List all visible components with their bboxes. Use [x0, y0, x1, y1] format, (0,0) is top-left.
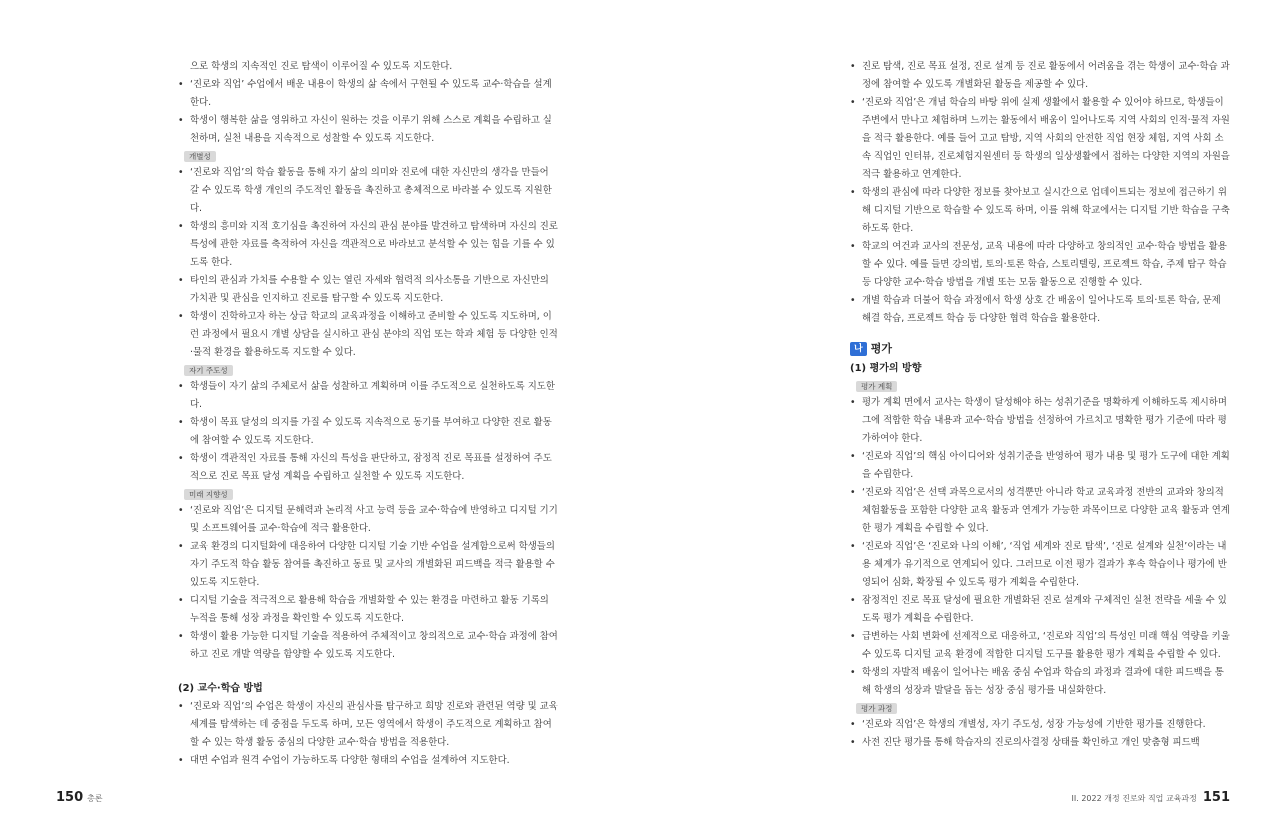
bullet-item: • ‘진로와 직업’은 디지털 문해력과 논리적 사고 능력 등을 교수·학습에 반영하고 디지털 기기 및 소프트웨어를 교수·학습에 적극 활용한다. [178, 502, 558, 538]
bullet-item: • 학생의 흥미와 지적 호기심을 촉진하여 자신의 관심 분야를 발견하고 탐색하며 자신의 진로 특성에 관한 자료를 축적하여 자신을 객관적으로 바라보고 분석할 수 있는 힘을 기를 수 있도록 한다. [178, 218, 558, 272]
bullet-item: • ‘진로와 직업’ 수업에서 배운 내용이 학생의 삶 속에서 구현될 수 있도록 교수·학습을 설계한다. [178, 76, 558, 112]
bullet-item: • 디지털 기술을 적극적으로 활용해 학습을 개별화할 수 있는 환경을 마련하고 활동 기록의 누적을 통해 성장 과정을 확인할 수 있도록 지도한다. [178, 592, 558, 628]
bullet-item: • ‘진로와 직업’은 ‘진로와 나의 이해’, ‘직업 세계와 진로 탐색’, ‘진로 설계와 실천’이라는 내용 체계가 유기적으로 연계되어 있다. 그러므로 이전 평가 결과가 후속 학습이나 평가에 반영되어 심화, 확장될 수 있도록 평가 계획을 수립한다. [850, 538, 1230, 592]
section-tag-evaluation-plan: 평가 계획 [856, 381, 897, 392]
bullet-item: • ‘진로와 직업’의 학습 활동을 통해 자기 삶의 의미와 진로에 대한 자신만의 생각을 만들어 갈 수 있도록 학생 개인의 주도적인 활동을 촉진하고 총체적으로 바라볼 수 있도록 지원한다. [178, 164, 558, 218]
footer-right-label: II. 2022 개정 진로와 직업 교육과정 [1071, 794, 1197, 803]
bullet-item: • 학생이 행복한 삶을 영위하고 자신이 원하는 것을 이루기 위해 스스로 계획을 수립하고 실천하며, 실천 내용을 지속적으로 성찰할 수 있도록 지도한다. [178, 112, 558, 148]
bullet-item: • 대면 수업과 원격 수업이 가능하도록 다양한 형태의 수업을 설계하여 지도한다. [178, 752, 558, 770]
section-heading [850, 340, 1230, 358]
bullet-item: • 진로 탐색, 진로 목표 설정, 진로 설계 등 진로 활동에서 어려움을 겪는 학생이 교수·학습 과정에 참여할 수 있도록 개별화된 활동을 제공할 수 있다. [850, 58, 1230, 94]
bullet-item: • 평가 계획 면에서 교사는 학생이 달성해야 하는 성취기준을 명확하게 이해하도록 제시하며 그에 적합한 학습 내용과 교수·학습 방법을 선정하여 가르치고 명확한 평가 기준에 따라 평가하여야 한다. [850, 394, 1230, 448]
page-number-right: 151 [1202, 790, 1230, 805]
footer-right [1072, 790, 1230, 805]
bullet-item: • 학생이 목표 달성의 의지를 가질 수 있도록 지속적으로 동기를 부여하고 다양한 진로 활동에 참여할 수 있도록 지도한다. [178, 414, 558, 450]
page-number-left: 150 [56, 790, 84, 805]
bullet-item: • 학생이 활용 가능한 디지털 기술을 적용하여 주체적이고 창의적으로 교수·학습 과정에 참여하고 진로 개발 역량을 함양할 수 있도록 지도한다. [178, 628, 558, 664]
bullet-item: • 학생이 진학하고자 하는 상급 학교의 교육과정을 이해하고 준비할 수 있도록 지도하며, 이런 과정에서 필요시 개별 상담을 실시하고 관심 분야의 직업 또는 학과 체험 등 다양한 인적·물적 환경을 활용하도록 지도할 수 있다. [178, 308, 558, 362]
bullet-item: • 개별 학습과 더불어 학습 과정에서 학생 상호 간 배움이 일어나도록 토의·토론 학습, 문제 해결 학습, 프로젝트 학습 등 다양한 협력 학습을 활용한다. [850, 292, 1230, 328]
section-tag-future-orientation: 미래 지향성 [184, 489, 233, 500]
bullet-item: • 학생의 자발적 배움이 일어나는 배움 중심 수업과 학습의 과정과 결과에 대한 피드백을 통해 학생의 성장과 발달을 돕는 성장 중심 평가를 내실화한다. [850, 664, 1230, 700]
bullet-item: • ‘진로와 직업’은 선택 과목으로서의 성격뿐만 아니라 학교 교육과정 전반의 교과와 창의적 체험활동을 포함한 다양한 교육 활동과 연계가 가능한 과목이므로 다양한 교육 활동과 연계한 평가 계획을 수립할 수 있다. [850, 484, 1230, 538]
bullet-item: • 급변하는 사회 변화에 선제적으로 대응하고, ‘진로와 직업’의 특성인 미래 핵심 역량을 키울 수 있도록 디지털 교육 환경에 적합한 디지털 도구를 활용한 평가 계획을 수립할 수 있다. [850, 628, 1230, 664]
bullet-item: • 잠정적인 진로 목표 달성에 필요한 개별화된 진로 설계와 구체적인 실천 전략을 세울 수 있도록 평가 계획을 수립한다. [850, 592, 1230, 628]
left-column [178, 58, 558, 770]
bullet-item: • 학교의 여건과 교사의 전문성, 교육 내용에 따라 다양하고 창의적인 교수·학습 방법을 활용할 수 있다. 예를 들면 강의법, 토의·토론 학습, 스토리텔링, 프로젝트 학습, 주제 탐구 학습 등 다양한 교수·학습 방법을 개별 또는 모둠 활동으로 진행할 수 있다. [850, 238, 1230, 292]
footer-left [56, 790, 103, 805]
section-tag-individuality: 개별성 [184, 151, 216, 162]
bullet-item: • ‘진로와 직업’의 수업은 학생이 자신의 관심사를 탐구하고 희망 진로와 관련된 역량 및 교육 세계를 탐색하는 데 중점을 두도록 하며, 모든 영역에서 학생이 주도적으로 계획하고 참여할 수 있는 학생 활동 중심의 다양한 교수·학습 방법을 적용한다. [178, 698, 558, 752]
bullet-item: • 타인의 관심과 가치를 수용할 수 있는 열린 자세와 협력적 의사소통을 기반으로 자신만의 가치관 및 관심을 인지하고 진로를 탐구할 수 있도록 지도한다. [178, 272, 558, 308]
bullet-item: • 학생들이 자기 삶의 주체로서 삶을 성찰하고 계획하며 이를 주도적으로 실천하도록 지도한다. [178, 378, 558, 414]
bullet-item: • ‘진로와 직업’은 개념 학습의 바탕 위에 실제 생활에서 활용할 수 있어야 하므로, 학생들이 주변에서 만나고 체험하며 느끼는 활동에서 배움이 일어나도록 지역 사회의 인적·물적 자원을 적극 활용한다. 예를 들어 고교 탐방, 지역 사회의 안전한 직업 현장 체험, 지역 사회 소속 직업인 인터뷰, 진로체험지원센터 등 학생의 일상생활에서 접하는 다양한 지역의 자원을 적극 활용하고 연계한다. [850, 94, 1230, 184]
footer-left-label: 총론 [87, 794, 103, 803]
bullet-item: • ‘진로와 직업’의 핵심 아이디어와 성취기준을 반영하여 평가 내용 및 평가 도구에 대한 계획을 수립한다. [850, 448, 1230, 484]
section-tag-self-direction: 자기 주도성 [184, 365, 233, 376]
section-tag-evaluation-process: 평가 과정 [856, 703, 897, 714]
section-title: 평가 [870, 342, 892, 355]
bullet-item: • ‘진로와 직업’은 학생의 개별성, 자기 주도성, 성장 가능성에 기반한 평가를 진행한다. [850, 716, 1230, 734]
bullet-item: • 학생의 관심에 따라 다양한 정보를 찾아보고 실시간으로 업데이트되는 정보에 접근하기 위해 디지털 기반으로 학습할 수 있도록 하며, 이를 위해 학교에서는 디지털 기반 학습을 구축하도록 한다. [850, 184, 1230, 238]
subsection-heading: (1) 평가의 방향 [850, 363, 922, 374]
section-badge: 나 [850, 342, 867, 356]
right-column [850, 58, 1230, 752]
paragraph-continuation: 으로 학생의 지속적인 진로 탐색이 이루어질 수 있도록 지도한다. [190, 61, 453, 72]
bullet-item: • 교육 환경의 디지털화에 대응하여 다양한 디지털 기술 기반 수업을 설계함으로써 학생들의 자기 주도적 학습 활동 참여를 촉진하고 동료 및 교사의 개별화된 피드백을 적극 활용할 수 있도록 지도한다. [178, 538, 558, 592]
bullet-item: • 학생이 객관적인 자료를 통해 자신의 특성을 판단하고, 잠정적 진로 목표를 설정하여 주도적으로 진로 목표 달성 계획을 수립하고 실천할 수 있도록 지도한다. [178, 450, 558, 486]
bullet-item: • 사전 진단 평가를 통해 학습자의 진로의사결정 상태를 확인하고 개인 맞춤형 피드백 [850, 734, 1230, 752]
subsection-heading: (2) 교수·학습 방법 [178, 683, 263, 694]
